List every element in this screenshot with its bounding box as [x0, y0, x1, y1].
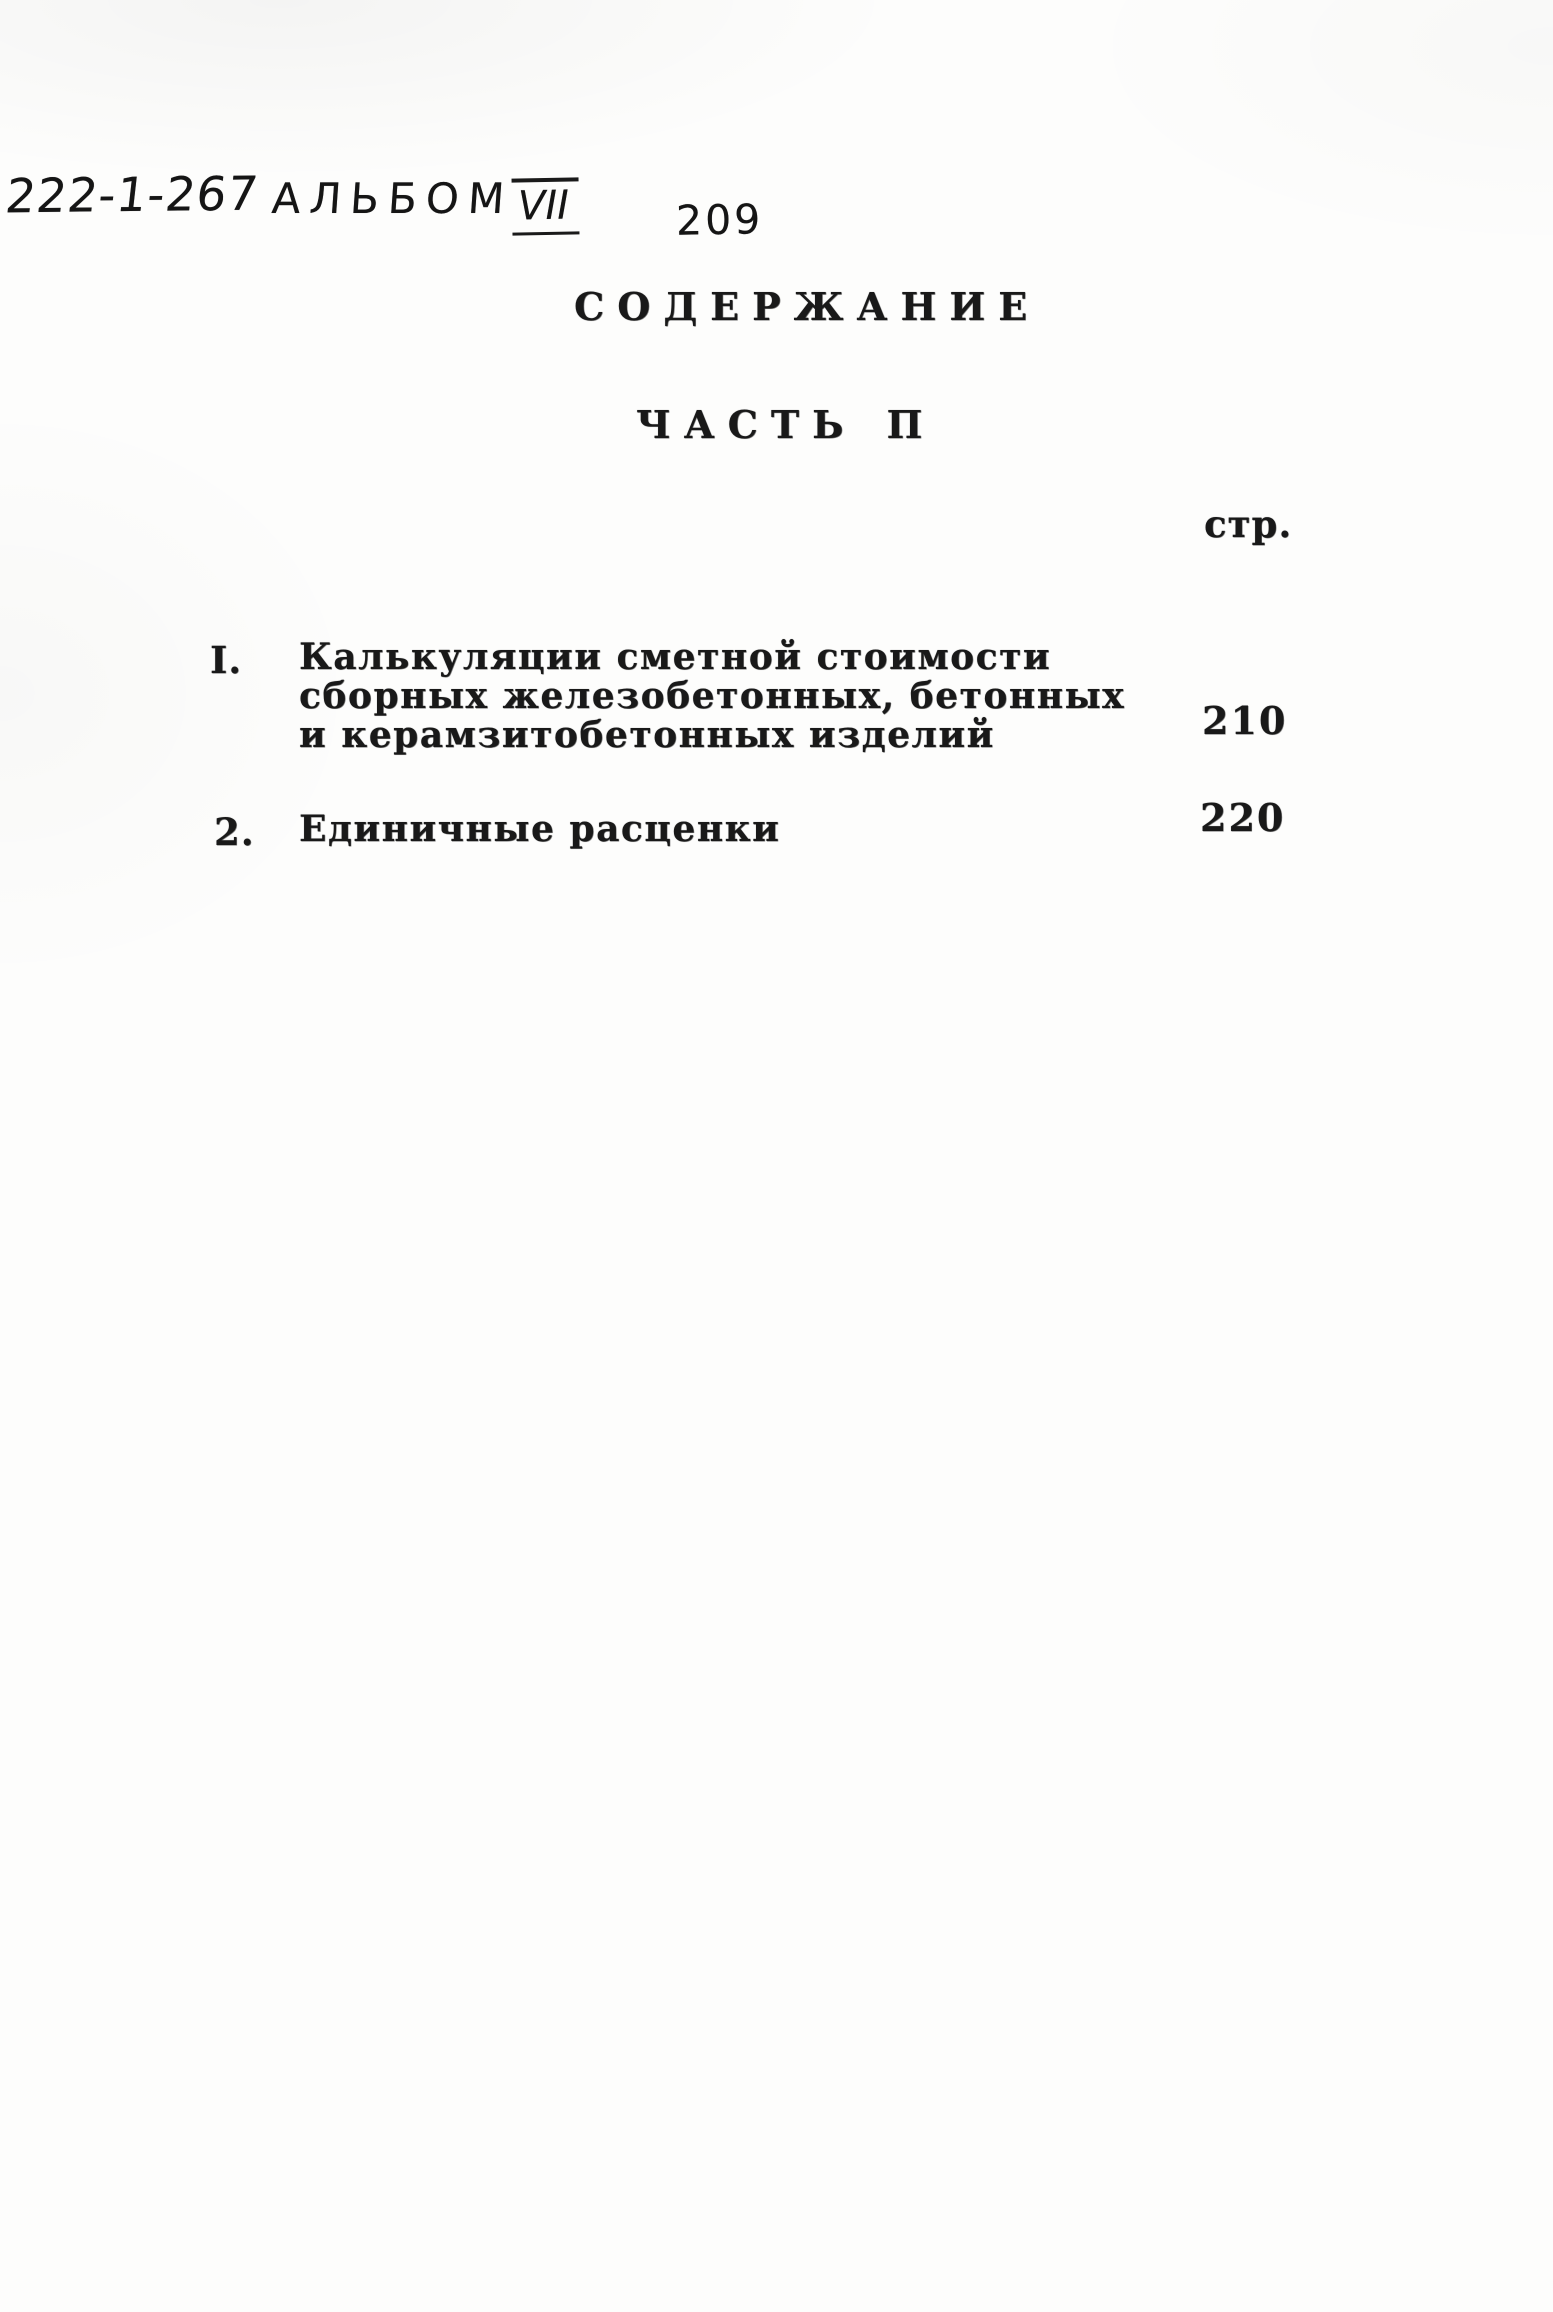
toc-entry-page-number: 220 [1200, 795, 1286, 840]
handwritten-album-label: АЛЬБОМ [270, 174, 515, 223]
toc-entry-title [299, 638, 1125, 755]
handwritten-sheet-number: 209 [675, 195, 764, 245]
toc-entry-title [299, 810, 780, 849]
handwritten-album-number: VII [512, 177, 580, 235]
toc-entry-line: Калькуляции сметной стоимости [299, 636, 1052, 678]
part-number: П [886, 402, 936, 447]
toc-entry-line: и керамзитобетонных изделий [299, 714, 995, 756]
toc-entry-line: Единичные расценки [299, 808, 781, 850]
contents-title: СОДЕРЖАНИЕ [574, 284, 1041, 329]
toc-entry-line: сборных железобетонных, бетонных [299, 675, 1126, 717]
toc-entry-number: I. [210, 638, 243, 682]
page-column-header: стр. [1204, 502, 1293, 546]
part-label: ЧАСТЬ [636, 402, 857, 447]
handwritten-doc-number: 222-1-267 [2, 166, 262, 225]
toc-entry-page-number: 210 [1202, 698, 1288, 743]
toc-entry-number: 2. [214, 810, 255, 854]
part-subtitle [636, 402, 935, 447]
